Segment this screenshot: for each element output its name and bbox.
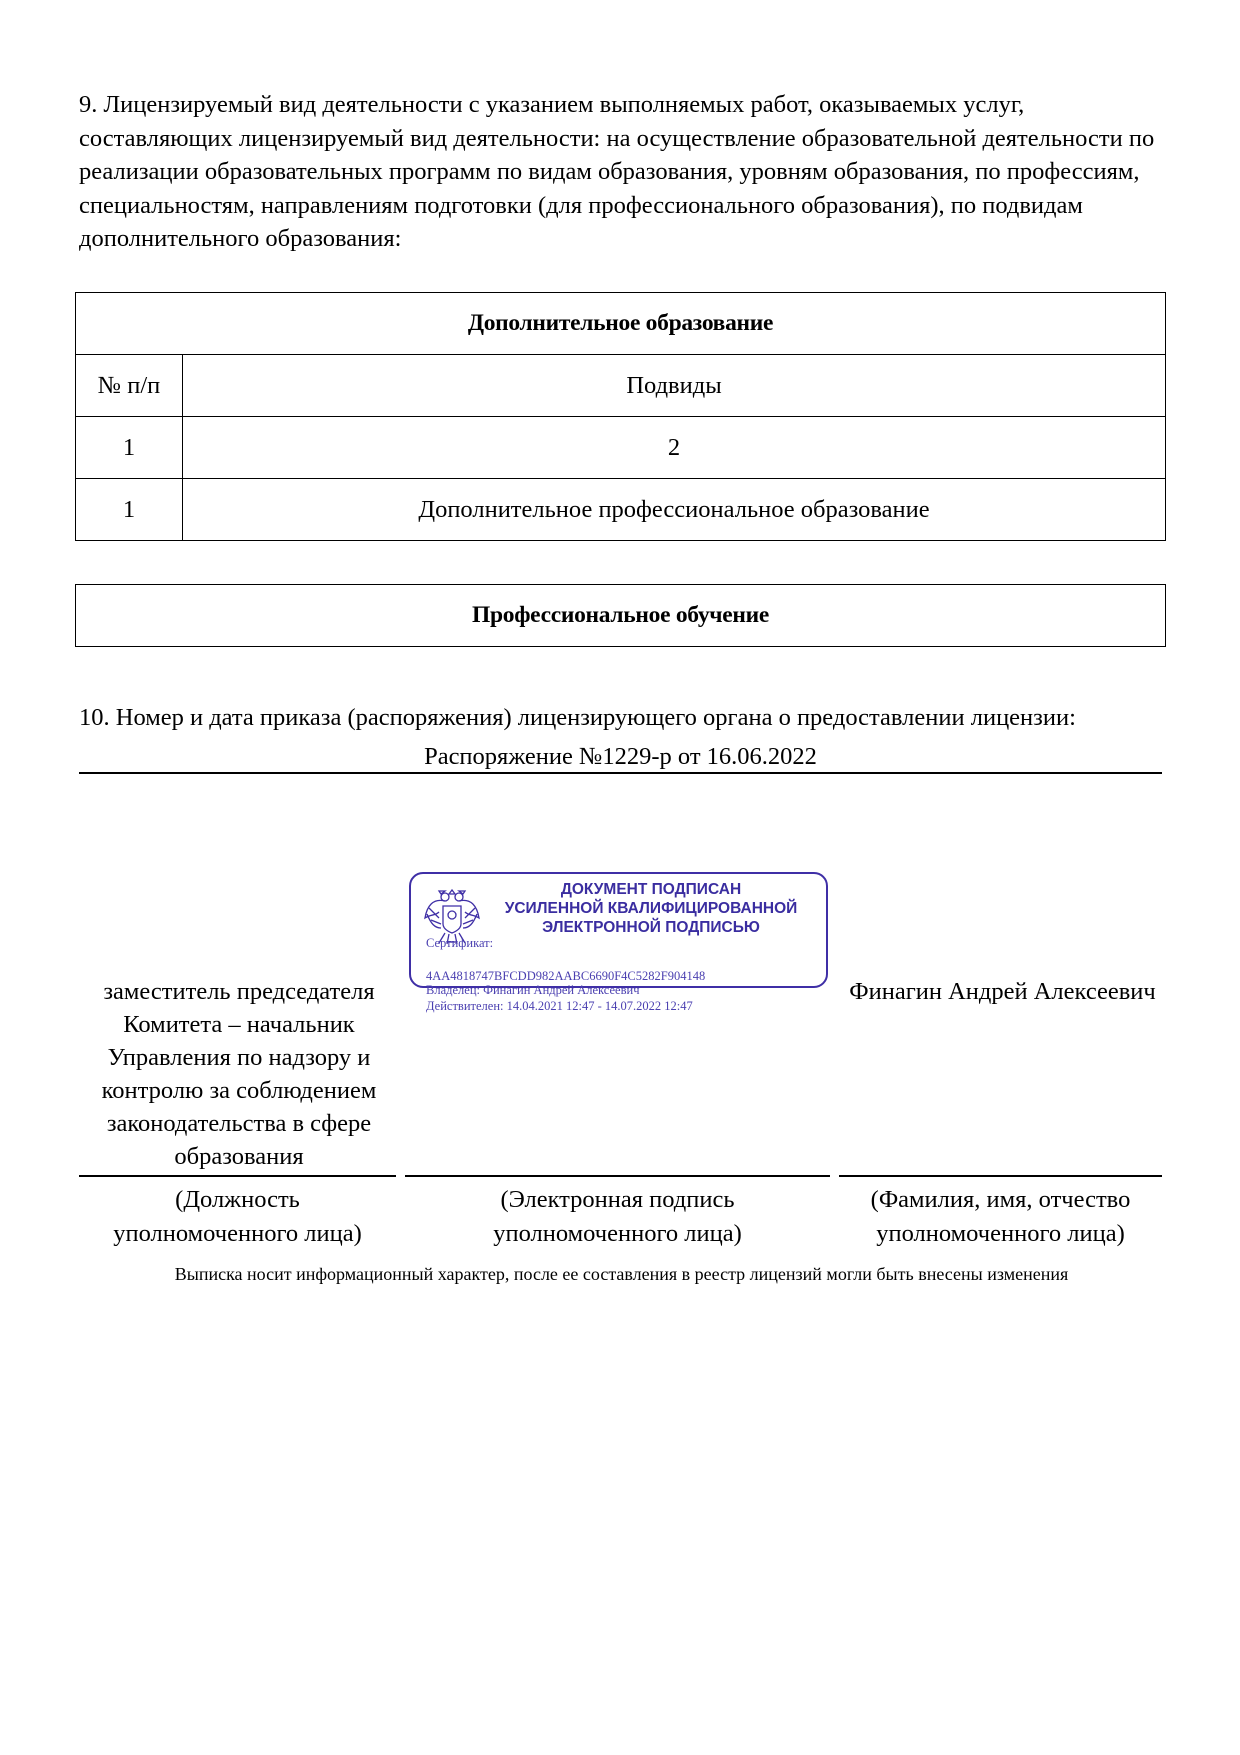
signer-full-name: Финагин Андрей Алексеевич: [849, 978, 1156, 1005]
disclaimer-footnote: Выписка носит информационный характер, после ее составления в реестр лицензий могли быть внесены изменения: [174, 1264, 1069, 1284]
position-line: заместитель председателя: [103, 978, 375, 1005]
additional-education-table: [75, 292, 1166, 541]
order-underline: [79, 772, 1162, 774]
table-title: Дополнительное образование: [76, 293, 1166, 355]
caption-signature: [405, 1183, 830, 1251]
stamp-heading-line: УСИЛЕННОЙ КВАЛИФИЦИРОВАННОЙ: [504, 900, 798, 917]
table-title: Профессиональное обучение: [76, 585, 1166, 647]
caption-line: уполномоченного лица): [876, 1220, 1125, 1247]
position-underline: [79, 1175, 396, 1177]
position-line: образования: [174, 1143, 304, 1170]
stamp-heading: [481, 880, 821, 937]
row-subtype: Дополнительное профессиональное образование: [183, 479, 1166, 541]
numbering-cell: 2: [183, 417, 1166, 479]
certificate-validity: Действителен: 14.04.2021 12:47 - 14.07.2022 12:47: [426, 999, 693, 1013]
section-9-text: 9. Лицензируемый вид деятельности с указанием выполняемых работ, оказываемых услуг, составляющих лицензируемый вид деятельности: на осуществление образовательной деятельности по реализации образовательных программ по видам образования, уровням образования, по профессиям, специальностям, направлениям подготовки (для профессионального образования), по подвидам дополнительного образования:: [79, 91, 1155, 252]
table-title-row: [76, 293, 1166, 355]
caption-line: уполномоченного лица): [493, 1220, 742, 1247]
table-row: [76, 479, 1166, 541]
table-numbering-row: [76, 417, 1166, 479]
table-header-row: [76, 355, 1166, 417]
caption-name: [839, 1183, 1162, 1251]
position-line: Комитета – начальник: [123, 1011, 355, 1038]
row-number: 1: [76, 479, 183, 541]
signer-position: [79, 975, 399, 1173]
section-10-text: 10. Номер и дата приказа (распоряжения) лицензирующего органа о предоставлении лицензии:: [79, 704, 1076, 731]
numbering-cell: 1: [76, 417, 183, 479]
caption-position: [79, 1183, 396, 1251]
header-number: № п/п: [76, 355, 183, 417]
position-line: Управления по надзору и: [107, 1044, 371, 1071]
certificate-label: Сертификат:: [426, 936, 494, 950]
caption-line: уполномоченного лица): [113, 1220, 362, 1247]
certificate-number: 4AA4818747BFCDD982AABC6690F4C5282F904148: [426, 969, 706, 983]
caption-line: (Фамилия, имя, отчество: [870, 1186, 1131, 1213]
caption-line: (Электронная подпись: [500, 1186, 735, 1213]
certificate-owner: Владелец: Финагин Андрей Алексеевич: [426, 983, 640, 997]
signature-underline: [405, 1175, 830, 1177]
order-number: Распоряжение №1229-р от 16.06.2022: [424, 743, 817, 770]
position-line: контролю за соблюдением: [101, 1077, 377, 1104]
header-subtypes: Подвиды: [183, 355, 1166, 417]
stamp-heading-line: ЭЛЕКТРОННОЙ ПОДПИСЬЮ: [542, 919, 760, 936]
position-line: законодательства в сфере: [106, 1110, 372, 1137]
professional-training-table: [75, 584, 1166, 647]
caption-line: (Должность: [175, 1186, 300, 1213]
name-underline: [839, 1175, 1162, 1177]
stamp-heading-line: ДОКУМЕНТ ПОДПИСАН: [560, 881, 742, 898]
electronic-signature-stamp: [409, 872, 828, 988]
table-title-row: [76, 585, 1166, 647]
